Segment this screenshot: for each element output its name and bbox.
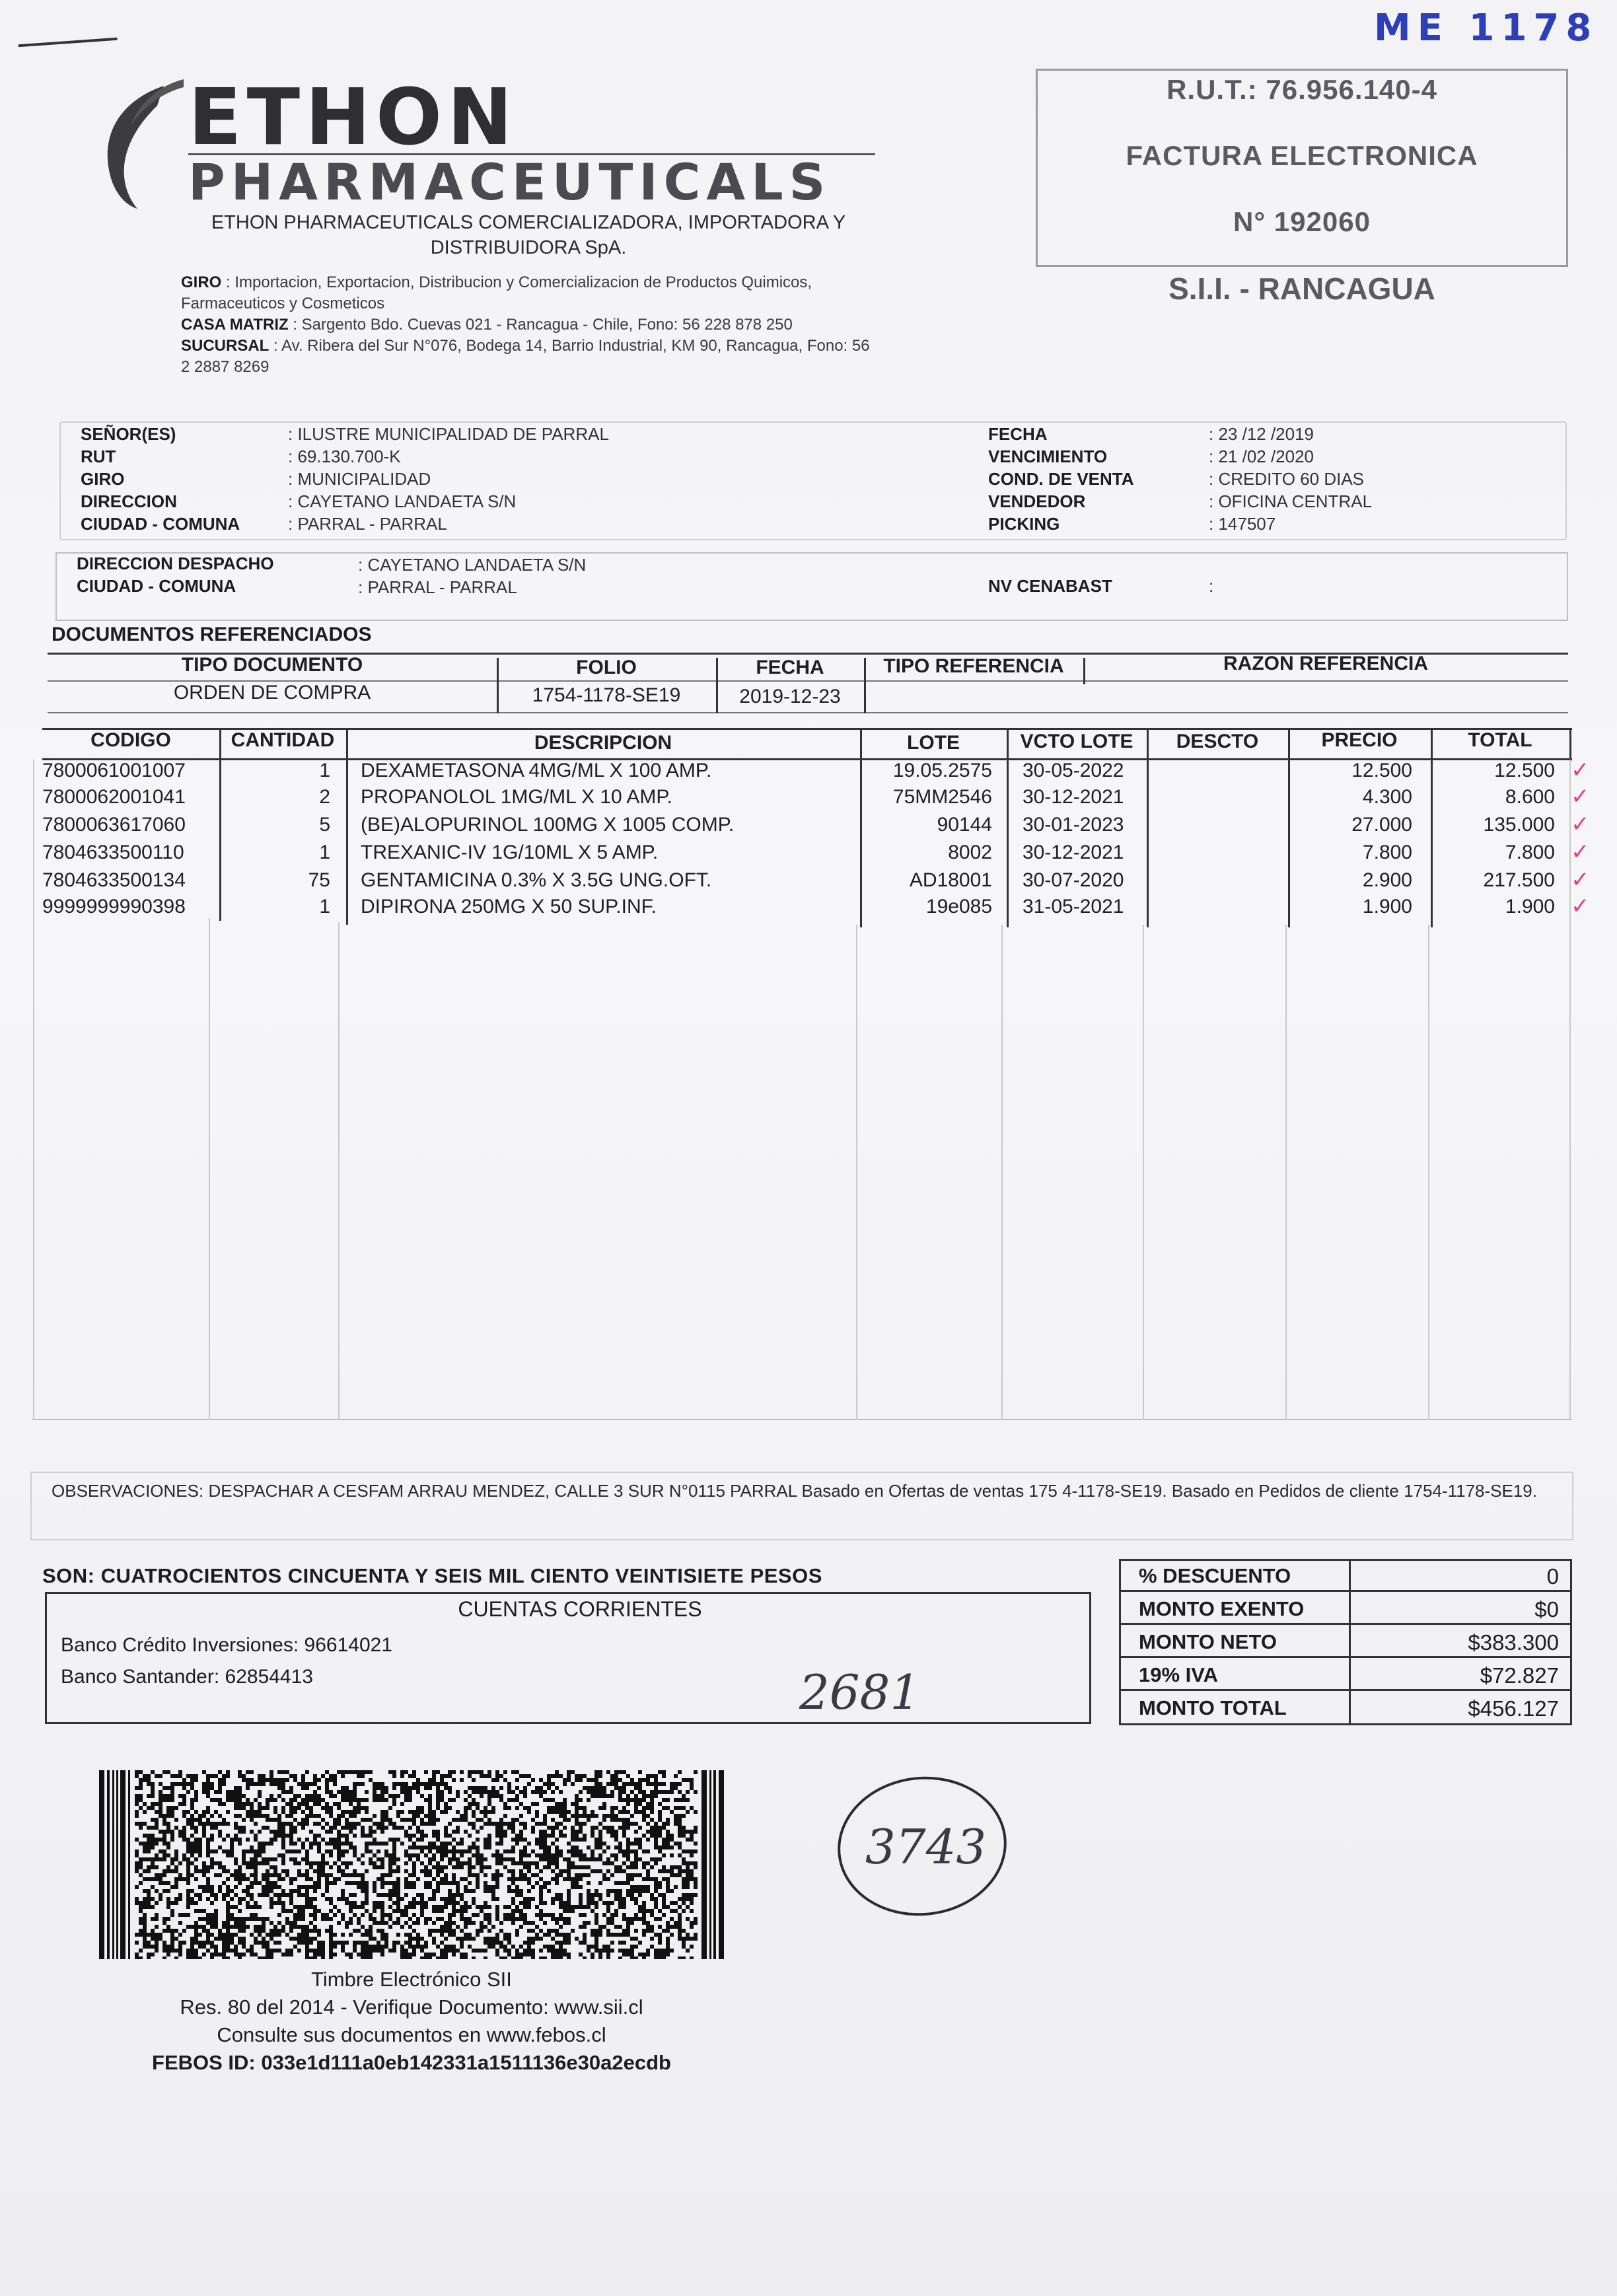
vendor-giro: GIRO : Importacion, Exportacion, Distribucion y Comercializacion de Productos Quimicos, Farmaceuticos y Cosmeticos xyxy=(181,273,812,312)
items-header-lote: LOTE xyxy=(907,732,960,754)
item-desc-cell: TREXANIC-IV 1G/10ML X 5 AMP. xyxy=(361,842,659,863)
items-faint-line-5 xyxy=(1143,925,1144,1420)
timbre-text xyxy=(99,1966,724,2077)
item-desc-cell: (BE)ALOPURINOL 100MG X 1005 COMP. xyxy=(361,814,735,836)
item-lote-cell: AD18001 xyxy=(909,869,992,891)
ref-cell-folio: 1754-1178-SE19 xyxy=(532,684,681,706)
items-header-descto: DESCTO xyxy=(1176,731,1259,752)
item-total-cell: 8.600 xyxy=(1505,786,1555,808)
observaciones-text: DESPACHAR A CESFAM ARRAU MENDEZ, CALLE 3 SUR N°0115 PARRAL Basado en Ofertas de ventas 175 4-1178-SE19. Basado en Pedidos de cliente 1754-1178-SE19. xyxy=(208,1481,1537,1501)
item-vcto-cell: 30-07-2020 xyxy=(1023,869,1124,891)
totals-label-exento: MONTO EXENTO xyxy=(1139,1597,1305,1620)
value-picking: : 147507 xyxy=(1209,514,1276,534)
item-precio-cell: 27.000 xyxy=(1351,814,1412,836)
ref-bottom-line xyxy=(48,712,1568,713)
item-code-cell: 9999999990398 xyxy=(42,896,186,917)
item-total-cell: 217.500 xyxy=(1483,869,1555,891)
label-nv-cenabast: NV CENABAST xyxy=(988,576,1112,596)
items-header-total: TOTAL xyxy=(1468,729,1532,751)
totals-label-iva: 19% IVA xyxy=(1139,1663,1219,1686)
totals-value-neto: $383.300 xyxy=(1468,1630,1559,1655)
label-vendedor: VENDEDOR xyxy=(988,491,1086,511)
items-sep-vcto xyxy=(1147,729,1149,927)
circled-note: 3743 xyxy=(865,1819,987,1875)
timbre-barcode-icon xyxy=(99,1770,724,1959)
febos-id: FEBOS ID: 033e1d111a0eb142331a1511136e30a2ecdb xyxy=(152,2051,671,2074)
totals-label-neto: MONTO NETO xyxy=(1139,1630,1277,1653)
value-vendedor: : OFICINA CENTRAL xyxy=(1209,491,1373,511)
item-desc-cell: PROPANOLOL 1MG/ML X 10 AMP. xyxy=(361,786,672,808)
item-lote-cell: 75MM2546 xyxy=(892,786,992,808)
items-faint-line-1 xyxy=(209,918,210,1420)
items-header-codigo: CODIGO xyxy=(90,729,171,751)
item-lote-cell: 19e085 xyxy=(925,896,992,917)
item-lote-cell: 90144 xyxy=(937,814,992,836)
client-left-values xyxy=(288,423,609,535)
item-qty-cell: 2 xyxy=(319,786,330,808)
totals-label-total: MONTO TOTAL xyxy=(1139,1696,1287,1719)
ref-header-razon-referencia: RAZON REFERENCIA xyxy=(1223,653,1428,674)
totals-value-total: $456.127 xyxy=(1468,1696,1559,1721)
timbre-line-1: Timbre Electrónico SII xyxy=(311,1968,512,1991)
item-total-cell: 1.900 xyxy=(1505,896,1555,917)
ref-cell-tipo-documento: ORDEN DE COMPRA xyxy=(173,682,371,703)
despacho-labels xyxy=(77,552,274,597)
document-type: FACTURA ELECTRONICA xyxy=(1126,140,1478,171)
vendor-casa-matriz: CASA MATRIZ : Sargento Bdo. Cuevas 021 - Rancagua - Chile, Fono: 56 228 878 250 xyxy=(181,316,793,334)
totals-value-descuento: 0 xyxy=(1546,1564,1559,1589)
ref-header-tipo-referencia: TIPO REFERENCIA xyxy=(883,655,1064,677)
totals-value-exento: $0 xyxy=(1534,1597,1559,1622)
items-bottom-line xyxy=(32,1419,1572,1420)
item-vcto-cell: 30-01-2023 xyxy=(1023,814,1124,836)
label-giro: GIRO xyxy=(81,469,125,489)
items-header-descripcion: DESCRIPCION xyxy=(534,732,672,754)
item-code-cell: 7804633500134 xyxy=(42,869,186,891)
amount-in-words: SON: CUATROCIENTOS CINCUENTA Y SEIS MIL CIENTO VEINTISIETE PESOS xyxy=(42,1564,822,1587)
item-total-cell: 7.800 xyxy=(1505,842,1555,863)
invoice-number: N° 192060 xyxy=(1233,206,1371,237)
items-faint-line-4 xyxy=(1001,925,1003,1420)
totals-row-neto xyxy=(1119,1625,1572,1658)
item-precio-cell: 4.300 xyxy=(1362,786,1412,808)
item-qty-cell: 1 xyxy=(319,896,330,917)
label-vencimiento: VENCIMIENTO xyxy=(988,447,1108,466)
despacho-box xyxy=(55,552,1568,621)
value-nv-cenabast: : xyxy=(1209,576,1214,596)
totals-row-total xyxy=(1119,1691,1572,1724)
value-direccion-despacho: : CAYETANO LANDAETA S/N xyxy=(358,555,587,575)
cuentas-title: CUENTAS CORRIENTES xyxy=(458,1597,702,1621)
ref-cell-fecha: 2019-12-23 xyxy=(739,686,841,707)
item-vcto-cell: 30-05-2022 xyxy=(1023,760,1124,781)
value-cond-venta: : CREDITO 60 DIAS xyxy=(1209,469,1365,489)
company-line-1: ETHON PHARMACEUTICALS COMERCIALIZADORA, IMPORTADORA Y xyxy=(211,212,846,233)
checkmark-icon: ✓ xyxy=(1571,812,1590,837)
label-direccion: DIRECCION xyxy=(81,491,177,511)
checkmark-icon: ✓ xyxy=(1571,840,1590,865)
checkmark-icon: ✓ xyxy=(1571,758,1590,783)
items-faint-line-6 xyxy=(1285,925,1287,1420)
item-precio-cell: 7.800 xyxy=(1362,842,1412,863)
item-qty-cell: 75 xyxy=(308,869,330,891)
totals-row-descuento xyxy=(1119,1559,1572,1592)
value-direccion: : CAYETANO LANDAETA S/N xyxy=(288,491,517,511)
bank-santander: Banco Santander: 62854413 xyxy=(61,1666,313,1688)
item-precio-cell: 12.500 xyxy=(1351,760,1412,781)
item-code-cell: 7800063617060 xyxy=(42,814,186,836)
totals-row-iva xyxy=(1119,1658,1572,1691)
label-fecha: FECHA xyxy=(988,424,1048,444)
label-ciudad-despacho: CIUDAD - COMUNA xyxy=(77,576,236,596)
items-faint-line-7 xyxy=(1428,925,1429,1420)
value-ciudad: : PARRAL - PARRAL xyxy=(288,514,447,534)
label-ciudad: CIUDAD - COMUNA xyxy=(81,514,240,534)
value-senor: : ILUSTRE MUNICIPALIDAD DE PARRAL xyxy=(288,424,609,444)
items-header-vcto-lote: VCTO LOTE xyxy=(1020,731,1133,752)
value-vencimiento: : 21 /02 /2020 xyxy=(1209,447,1314,466)
value-rut: : 69.130.700-K xyxy=(288,447,401,466)
ref-header-fecha: FECHA xyxy=(756,657,824,678)
label-rut: RUT xyxy=(81,447,116,466)
items-faint-line-2 xyxy=(338,922,340,1420)
item-code-cell: 7804633500110 xyxy=(42,842,184,863)
totals-row-exento xyxy=(1119,1592,1572,1625)
items-header-precio: PRECIO xyxy=(1321,729,1398,751)
item-desc-cell: GENTAMICINA 0.3% X 3.5G UNG.OFT. xyxy=(361,869,712,891)
value-ciudad-despacho: : PARRAL - PARRAL xyxy=(358,577,517,597)
items-faint-line-3 xyxy=(856,925,857,1420)
item-vcto-cell: 31-05-2021 xyxy=(1023,896,1124,917)
sii-office: S.I.I. - RANCAGUA xyxy=(1168,271,1435,306)
item-vcto-cell: 30-12-2021 xyxy=(1023,842,1124,863)
item-total-cell: 12.500 xyxy=(1494,760,1555,781)
observaciones-label: OBSERVACIONES: xyxy=(52,1481,204,1501)
checkmark-icon: ✓ xyxy=(1571,894,1590,919)
item-desc-cell: DIPIRONA 250MG X 50 SUP.INF. xyxy=(361,896,657,917)
value-giro: : MUNICIPALIDAD xyxy=(288,469,431,489)
vendor-sucursal: SUCURSAL : Av. Ribera del Sur N°076, Bodega 14, Barrio Industrial, KM 90, Rancagua, Fono: 56 2 2887 8269 xyxy=(181,337,870,376)
label-direccion-despacho: DIRECCION DESPACHO xyxy=(77,554,274,573)
received-stamp: ME 1178 xyxy=(1374,7,1599,50)
item-precio-cell: 1.900 xyxy=(1362,896,1412,917)
items-sep-cantidad xyxy=(346,729,348,925)
item-desc-cell: DEXAMETASONA 4MG/ML X 100 AMP. xyxy=(361,760,712,781)
items-sep-total xyxy=(1569,729,1571,761)
totals-label-descuento: % DESCUENTO xyxy=(1139,1564,1291,1587)
item-qty-cell: 1 xyxy=(319,842,330,863)
label-cond-venta: COND. DE VENTA xyxy=(988,469,1134,489)
handwritten-number: 2681 xyxy=(799,1665,921,1720)
item-qty-cell: 5 xyxy=(319,814,330,836)
ethon-logo-swoosh-icon xyxy=(85,79,190,211)
brand-subtitle: PHARMACEUTICALS xyxy=(188,153,832,211)
vendor-details xyxy=(181,272,881,378)
references-title: DOCUMENTOS REFERENCIADOS xyxy=(52,624,372,645)
totals-value-iva: $72.827 xyxy=(1480,1663,1559,1688)
label-picking: PICKING xyxy=(988,514,1060,534)
ref-header-tipo-documento: TIPO DOCUMENTO xyxy=(181,654,363,676)
timbre-line-2: Res. 80 del 2014 - Verifique Documento: www.sii.cl xyxy=(180,1995,643,2019)
checkmark-icon: ✓ xyxy=(1571,867,1590,892)
label-senor: SEÑOR(ES) xyxy=(81,424,176,444)
client-right-labels xyxy=(988,423,1134,535)
item-code-cell: 7800061001007 xyxy=(42,760,186,781)
items-header-cantidad: CANTIDAD xyxy=(231,729,335,751)
items-sep-lote xyxy=(1007,729,1009,927)
item-lote-cell: 8002 xyxy=(948,842,992,863)
pen-mark xyxy=(18,38,118,54)
items-faint-line-0 xyxy=(33,760,34,1420)
despacho-values xyxy=(358,554,586,598)
brand-name: ETHON xyxy=(188,71,518,162)
item-code-cell: 7800062001041 xyxy=(42,786,186,808)
item-total-cell: 135.000 xyxy=(1483,814,1555,836)
ref-header-folio: FOLIO xyxy=(576,657,637,678)
timbre-line-3: Consulte sus documentos en www.febos.cl xyxy=(217,2023,606,2046)
bank-bci: Banco Crédito Inversiones: 96614021 xyxy=(61,1634,393,1656)
observaciones-box xyxy=(30,1472,1573,1540)
item-vcto-cell: 30-12-2021 xyxy=(1023,786,1124,808)
checkmark-icon: ✓ xyxy=(1571,784,1590,809)
item-lote-cell: 19.05.2575 xyxy=(892,760,992,781)
client-left-labels xyxy=(81,423,240,535)
item-qty-cell: 1 xyxy=(319,760,330,781)
client-right-values xyxy=(1209,423,1372,535)
company-name xyxy=(178,210,879,260)
company-line-2: DISTRIBUIDORA SpA. xyxy=(430,237,627,258)
item-precio-cell: 2.900 xyxy=(1362,869,1412,891)
value-fecha: : 23 /12 /2019 xyxy=(1209,424,1314,444)
rut: R.U.T.: 76.956.140-4 xyxy=(1167,74,1437,105)
